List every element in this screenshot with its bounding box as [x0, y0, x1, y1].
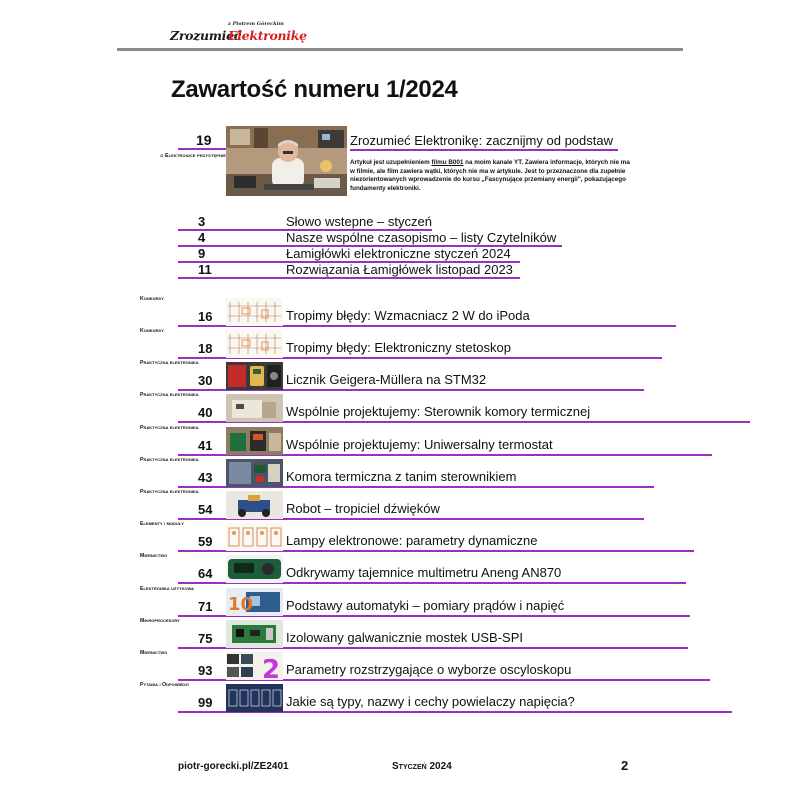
article-thumbnail[interactable] — [226, 588, 283, 616]
article-thumbnail[interactable] — [226, 459, 283, 487]
article-category: Mikroprocesory — [140, 618, 180, 624]
article-row[interactable] — [140, 360, 610, 392]
film-link[interactable]: filmu B001 — [431, 159, 464, 166]
article-thumbnail[interactable] — [226, 330, 283, 358]
list-item-page[interactable]: 4 — [198, 230, 206, 245]
article-page-number[interactable]: 30 — [198, 373, 213, 388]
article-page-number[interactable]: 16 — [198, 309, 213, 324]
magazine-logo — [170, 21, 307, 46]
list-item-page[interactable]: 3 — [198, 214, 206, 229]
page-title: Zawartość numeru 1/2024 — [171, 76, 458, 103]
featured-photo[interactable] — [226, 126, 347, 196]
article-row[interactable] — [140, 618, 610, 650]
article-thumbnail[interactable] — [226, 652, 283, 680]
article-category: Miernictwo — [140, 553, 168, 559]
page-number: 2 — [621, 758, 629, 773]
list-item-title[interactable]: Nasze wspólne czasopismo – listy Czytelników — [286, 230, 557, 245]
article-title[interactable]: Wspólnie projektujemy: Sterownik komory termicznej — [286, 404, 591, 419]
footer-issue-date — [392, 761, 452, 772]
article-category: Praktyczna elektronika — [140, 425, 199, 431]
article-thumbnail[interactable] — [226, 362, 283, 390]
featured-page-underline — [178, 148, 226, 150]
article-row[interactable] — [140, 650, 610, 682]
article-page-number[interactable]: 71 — [198, 599, 213, 614]
article-row[interactable] — [140, 682, 610, 714]
article-page-number[interactable]: 54 — [198, 502, 213, 517]
article-page-number[interactable]: 93 — [198, 663, 213, 678]
article-row[interactable] — [140, 296, 610, 328]
article-page-number[interactable]: 75 — [198, 631, 213, 646]
article-row[interactable] — [140, 457, 610, 489]
article-category: Pytania i Odpowiedzi — [140, 682, 189, 688]
article-thumbnail[interactable] — [226, 298, 283, 326]
article-page-number[interactable]: 64 — [198, 566, 213, 581]
article-category: Elektronika użytkowa — [140, 586, 195, 592]
article-row[interactable] — [140, 553, 610, 585]
article-category: Praktyczna elektronika — [140, 489, 199, 495]
footer-url[interactable]: piotr-gorecki.pl/ZE2401 — [178, 761, 289, 772]
article-thumbnail[interactable] — [226, 394, 283, 422]
list-item-page[interactable]: 11 — [198, 262, 212, 277]
article-title[interactable]: Komora termiczna z tanim sterownikiem — [286, 469, 517, 484]
svg-text:10: 10 — [228, 594, 254, 615]
list-item-title[interactable]: Rozwiązania Łamigłówek listopad 2023 — [286, 262, 513, 277]
article-thumbnail[interactable] — [226, 555, 283, 583]
article-category: Miernictwo — [140, 650, 168, 656]
article-page-number[interactable]: 43 — [198, 470, 213, 485]
article-title[interactable]: Robot – tropiciel dźwięków — [286, 501, 440, 516]
article-thumbnail[interactable] — [226, 620, 283, 648]
list-item-page[interactable]: 9 — [198, 246, 206, 261]
article-page-number[interactable]: 41 — [198, 438, 213, 453]
article-category: Konkursy — [140, 296, 164, 302]
logo-subtitle: z Piotrem Góreckim — [228, 21, 284, 27]
logo-word-elektronike: Elektronikę — [228, 28, 307, 43]
article-title[interactable]: Wspólnie projektujemy: Uniwersalny termostat — [286, 437, 553, 452]
article-row[interactable] — [140, 392, 610, 424]
article-row[interactable] — [140, 425, 610, 457]
article-page-number[interactable]: 59 — [198, 534, 213, 549]
article-thumbnail[interactable] — [226, 684, 283, 712]
article-title[interactable]: Tropimy błędy: Elektroniczny stetoskop — [286, 340, 511, 355]
article-thumbnail[interactable] — [226, 523, 283, 551]
article-title[interactable]: Jakie są typy, nazwy i cechy powielaczy napięcia? — [286, 694, 575, 709]
svg-text:2: 2 — [262, 655, 281, 680]
featured-title[interactable]: Zrozumieć Elektronikę: zacznijmy od podstaw — [350, 133, 613, 148]
article-title[interactable]: Parametry rozstrzygające o wyborze oscyloskopu — [286, 662, 572, 677]
article-category: Konkursy — [140, 328, 164, 334]
article-category: Elementy i moduły — [140, 521, 184, 527]
article-category: Praktyczna elektronika — [140, 457, 199, 463]
article-page-number[interactable]: 18 — [198, 341, 213, 356]
list-item-title[interactable]: Słowo wstepne – styczeń — [286, 214, 432, 229]
logo-word-zrozumiec: Zrozumieć — [170, 28, 242, 43]
article-page-number[interactable]: 40 — [198, 405, 213, 420]
footer-month: Styczeń — [392, 761, 427, 772]
featured-title-underline — [350, 149, 618, 151]
article-row[interactable] — [140, 489, 610, 521]
article-thumbnail[interactable] — [226, 427, 283, 455]
article-category: Praktyczna elektronika — [140, 360, 199, 366]
header-rule — [117, 48, 683, 51]
article-title[interactable]: Odkrywamy tajemnice multimetru Aneng AN870 — [286, 565, 562, 580]
article-title[interactable]: Tropimy błędy: Wzmacniacz 2 W do iPoda — [286, 308, 530, 323]
article-row[interactable] — [140, 586, 610, 618]
article-thumbnail[interactable] — [226, 491, 283, 519]
article-page-number[interactable]: 99 — [198, 695, 213, 710]
featured-page-number[interactable]: 19 — [196, 132, 212, 148]
list-item-title[interactable]: Łamigłówki elektroniczne styczeń 2024 — [286, 246, 511, 261]
featured-description: Artykuł jest uzupełnieniem filmu B001 na moim kanale YT. Zawiera informacje, których nie ma w filmie, ale film zawiera wątki, których nie ma w artykule. Jest to przeznaczone dla zupełnie niezorientowanych wprowadzenie do kursu „Fascynujące przemiany energii", pokazującego fundamenty elektroniki. — [350, 159, 630, 192]
article-category: Praktyczna elektronika — [140, 392, 199, 398]
article-title[interactable]: Lampy elektronowe: parametry dynamiczne — [286, 533, 538, 548]
footer-year: 2024 — [429, 761, 452, 772]
featured-category: o Elektronice przystępnie — [160, 153, 226, 159]
article-title[interactable]: Podstawy automatyki – pomiary prądów i napięć — [286, 598, 565, 613]
article-row[interactable] — [140, 328, 610, 360]
list-item-underline — [178, 277, 520, 279]
article-row[interactable] — [140, 521, 610, 553]
article-title[interactable]: Licznik Geigera-Müllera na STM32 — [286, 372, 487, 387]
article-title[interactable]: Izolowany galwanicznie mostek USB-SPI — [286, 630, 523, 645]
